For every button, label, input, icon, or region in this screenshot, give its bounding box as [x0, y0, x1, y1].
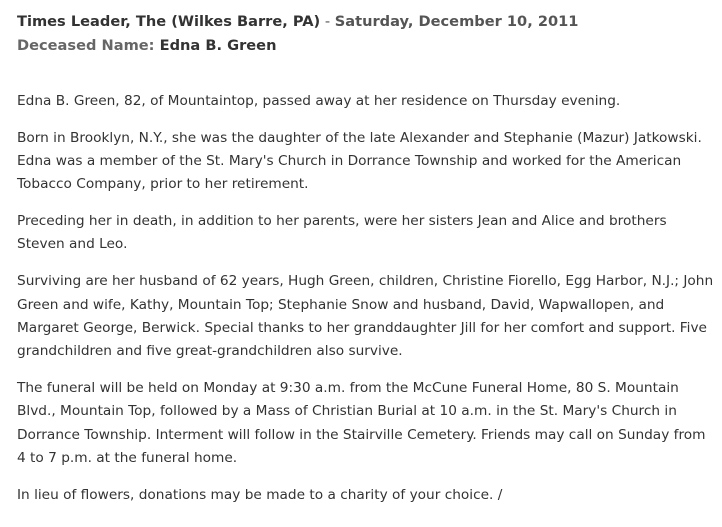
paragraph-preceded-in-death: Preceding her in death, in addition to her parents, were her sisters Jean and Alice and brothers Steven and Leo. [17, 213, 667, 253]
source-separator: - [320, 13, 335, 30]
paragraph-funeral-arrangements: The funeral will be held on Monday at 9:30 a.m. from the McCune Funeral Home, 80 S. Mountain Blvd., Mountain Top, followed by a Mass of Christian Burial at 10 a.m. in the St. Mary's Church in Dorrance Township. Interment will follow in the Stairville Cemetery. Friends may call on Sunday from 4 to 7 p.m. at the funeral home. [17, 379, 706, 466]
deceased-label: Deceased Name: [17, 37, 155, 54]
paragraph-donations: In lieu of flowers, donations may be made to a charity of your choice. / [17, 486, 503, 503]
source-line [17, 10, 722, 34]
paragraph-biography: Born in Brooklyn, N.Y., she was the daughter of the late Alexander and Stephanie (Mazur) Jatkowski. Edna was a member of the St. Mary's Church in Dorrance Township and worked for the American Tobacco Company, prior to her retirement. [17, 129, 702, 193]
source-name: Times Leader, The (Wilkes Barre, PA) [17, 13, 321, 30]
deceased-name: Edna B. Green [159, 37, 277, 54]
deceased-line [17, 34, 722, 58]
paragraph-death-notice: Edna B. Green, 82, of Mountaintop, passed away at her residence on Thursday evening. [17, 93, 621, 109]
publication-date: Saturday, December 10, 2011 [334, 13, 579, 30]
paragraph-survivors: Surviving are her husband of 62 years, Hugh Green, children, Christine Fiorello, Egg Harbor, N.J.; John Green and wife, Kathy, Mountain Top; Stephanie Snow and husband, David, Wapwallopen, and Margaret George, Berwick. Special thanks to her granddaughter Jill for her comfort and support. Five grandchildren and five great-grandchildren also survive. [17, 273, 714, 360]
